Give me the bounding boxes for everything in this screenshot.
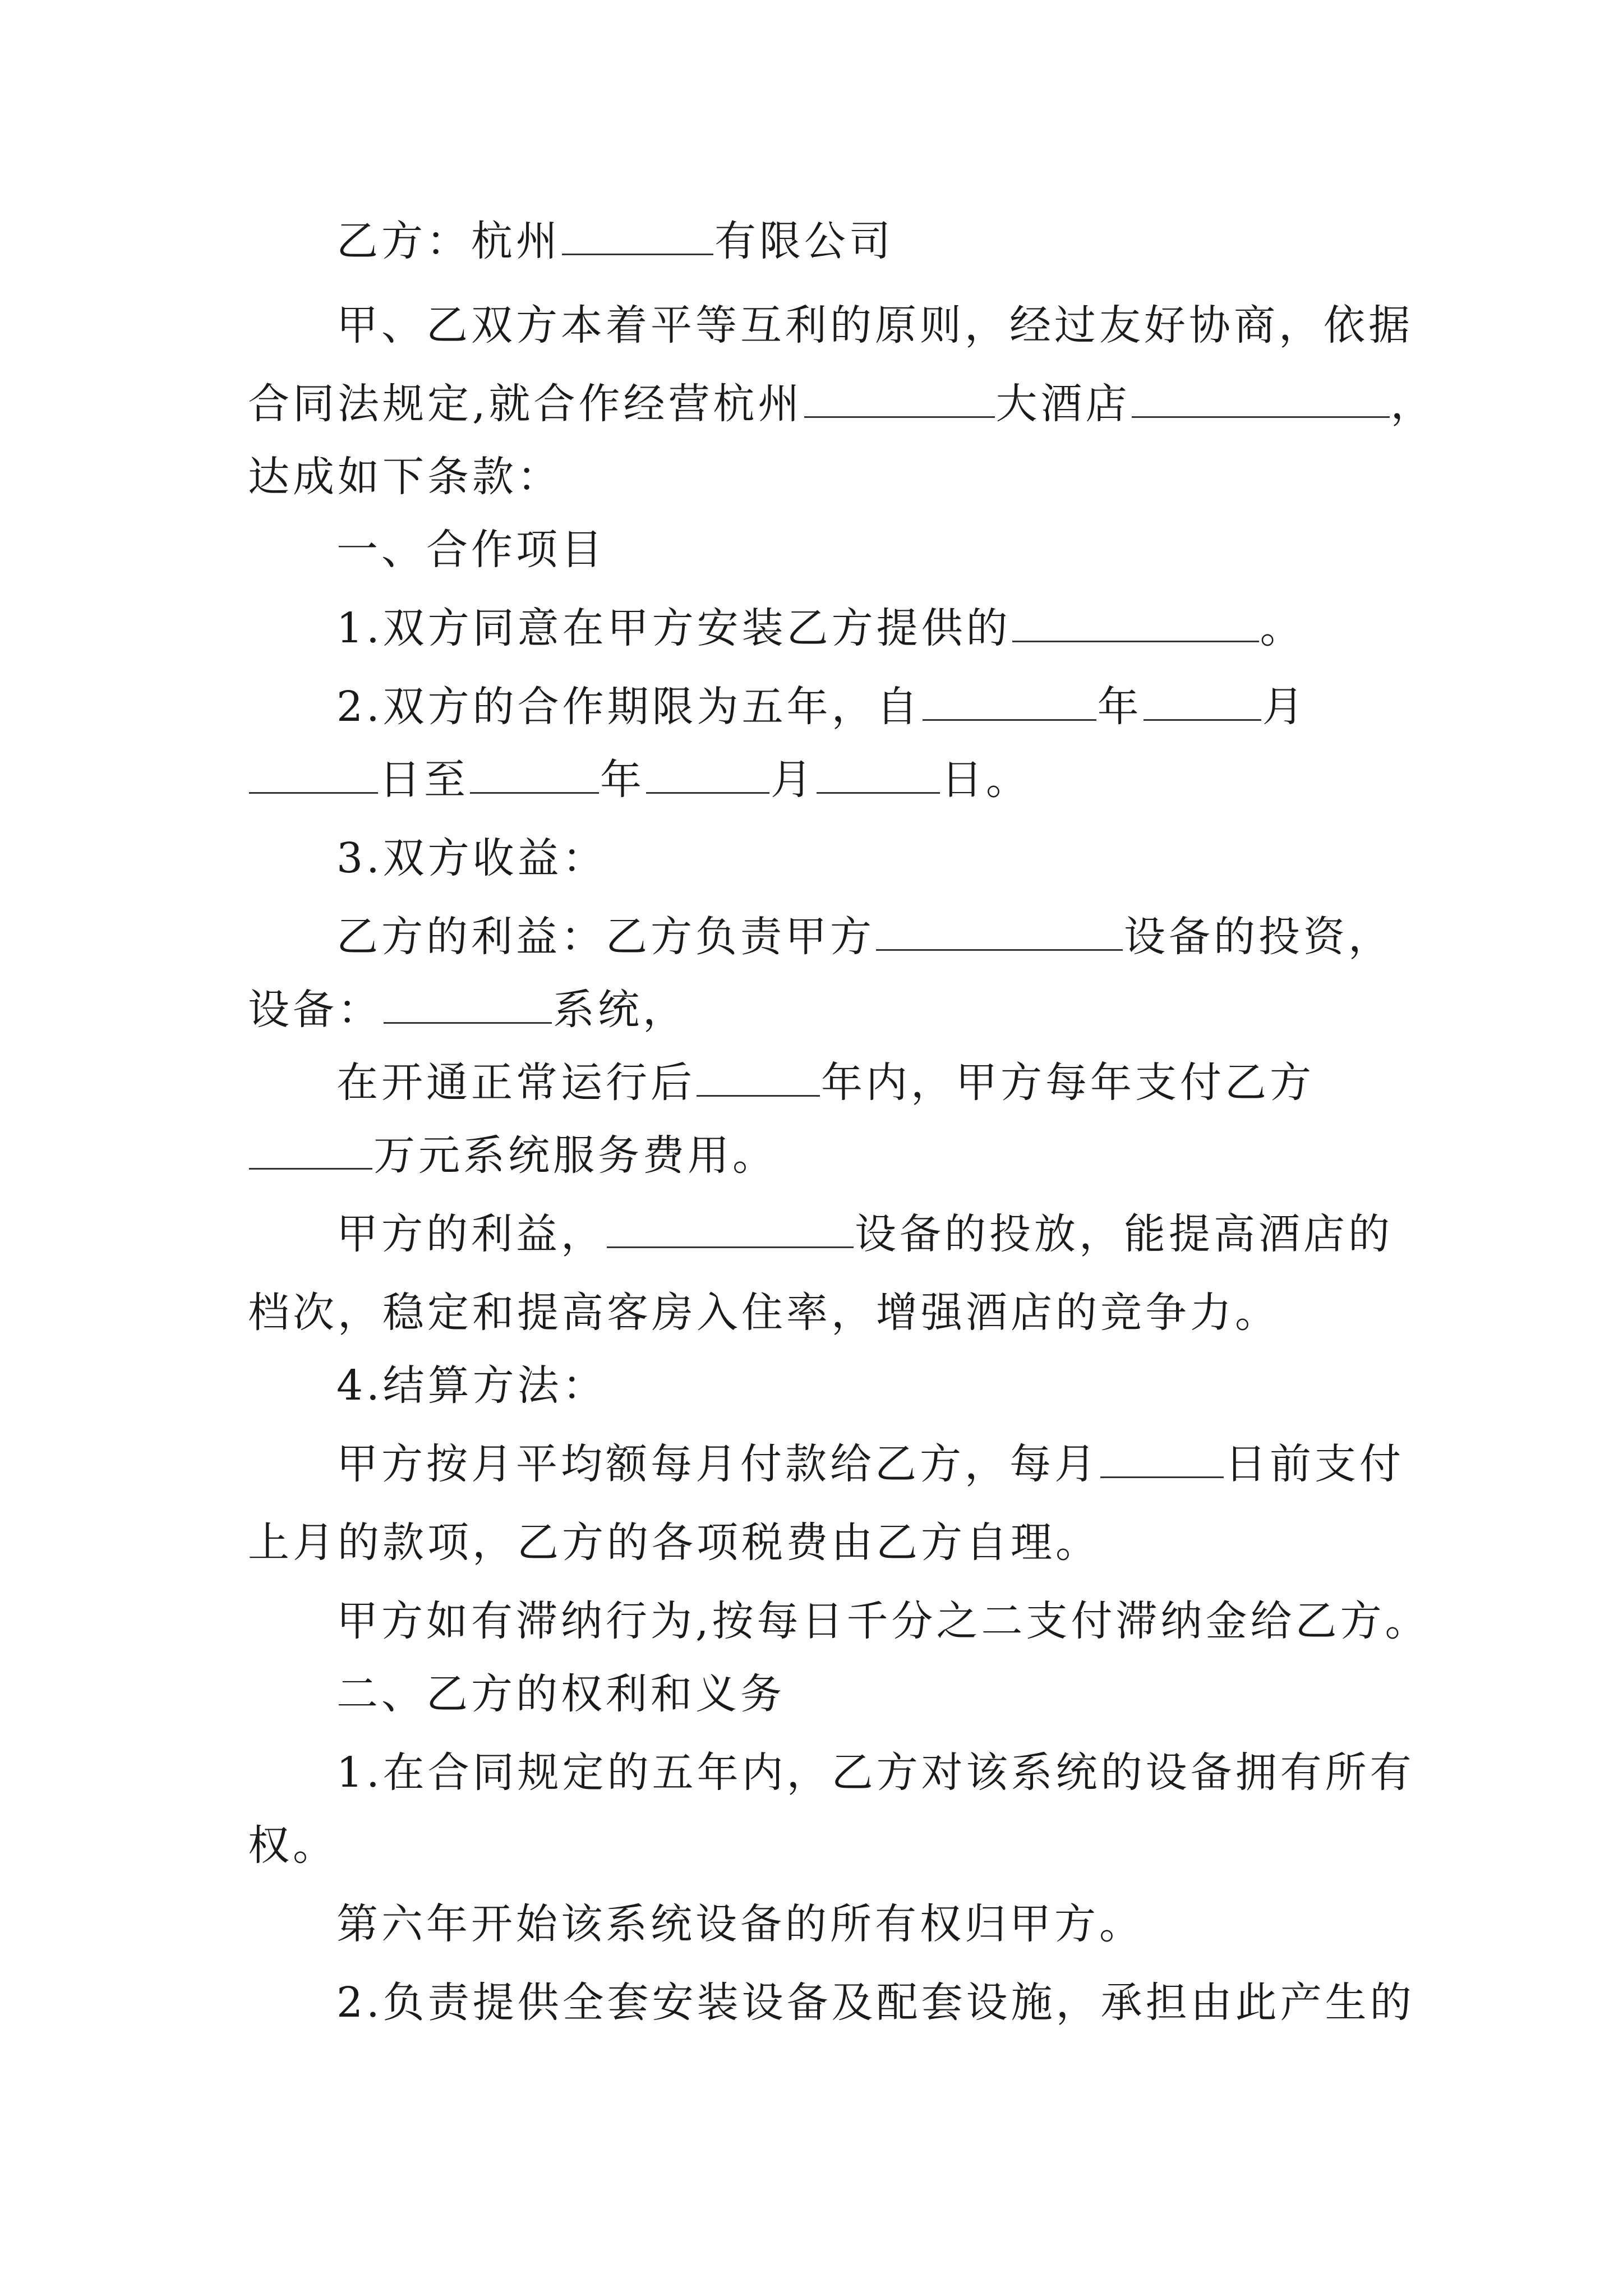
paragraph-line [336,1055,1315,1111]
clause-line [336,830,607,886]
paragraph-line [248,1515,1100,1571]
text-segment: 在开通正常运行后 [336,1059,695,1107]
fill-in-blank [1012,606,1259,642]
text-segment: 1.双方同意在甲方安装乙方提供的 [336,604,1011,652]
paragraph-line [248,449,562,505]
paragraph-line [248,1818,338,1874]
text-segment: 日至 [379,756,469,804]
paragraph-line [248,1128,777,1184]
text-segment: 年内，甲方每年支付乙方 [821,1059,1315,1107]
text-segment: 合同法规定,就合作经营杭州 [248,380,803,428]
text-segment: 第六年开始该系统设备的所有权归甲方。 [336,1900,1144,1948]
text-segment: 甲方按月平均额每月付款给乙方，每月 [336,1440,1099,1488]
fill-in-blank [876,914,1123,951]
text-segment: 日。 [941,756,1031,804]
text-segment: 上月的款项，乙方的各项税费由乙方自理。 [248,1519,1100,1567]
text-segment: 设备： [248,986,382,1034]
fill-in-blank [1132,381,1390,418]
text-segment: 有限公司 [714,217,894,265]
fill-in-blank [470,757,599,794]
text-segment: 权。 [248,1821,338,1870]
text-segment: 二、乙方的权利和义务 [336,1670,785,1718]
paragraph-line [336,1593,1430,1649]
text-segment: 达成如下条款： [248,453,562,501]
text-segment: 万元系统服务费用。 [374,1131,777,1180]
clause-line [336,1745,1415,1801]
text-segment: ， [1390,380,1436,428]
text-segment: 甲方如有滞纳行为,按每日千分之二支付滞纳金给乙方。 [336,1597,1430,1645]
text-segment: 年 [600,756,645,804]
fill-in-blank [249,1133,372,1170]
fill-in-blank [923,684,1096,721]
fill-in-blank [249,757,378,794]
text-segment: 2.负责提供全套安装设备及配套设施，承担由此产生的 [336,1978,1415,2027]
section-heading [336,1666,785,1722]
fill-in-blank [1100,1442,1224,1478]
text-segment: 2.双方的合作期限为五年，自 [336,683,921,731]
clause-line [336,1975,1415,2031]
text-segment: 月 [1262,683,1307,731]
fill-in-blank [817,757,940,794]
party-b-line [336,213,894,269]
clause-line [336,679,1307,735]
text-segment: 设备的投放，能提高酒店的 [855,1210,1393,1258]
text-segment: 1.在合同规定的五年内，乙方对该系统的设备拥有所有 [336,1749,1415,1797]
text-segment: 乙方：杭州 [336,217,561,265]
fill-in-blank [1144,684,1261,721]
fill-in-blank [646,757,769,794]
fill-in-blank [804,381,995,418]
section-heading [336,522,606,578]
paragraph-line [336,1436,1404,1492]
paragraph-line [336,297,1413,353]
text-segment: 大酒店 [995,380,1131,428]
fill-in-blank [697,1060,820,1097]
fill-in-blank [562,219,713,255]
clause-line [336,1358,607,1414]
text-segment: 乙方的利益：乙方负责甲方 [336,913,875,961]
text-segment: 年 [1097,683,1142,731]
clause-line [336,600,1305,656]
text-segment: 。 [1260,604,1305,652]
text-segment: 档次，稳定和提高客房入住率，增强酒店的竞争力。 [248,1289,1280,1337]
fill-in-blank [384,987,552,1024]
text-segment: 甲、乙双方本着平等互利的原则，经过友好协商，依据 [336,301,1413,349]
clause-line [248,752,1031,808]
paragraph-line [248,376,1436,432]
text-segment: 甲方的利益， [336,1210,606,1258]
paragraph-line [248,982,688,1038]
paragraph-line [336,1206,1393,1262]
text-segment: 系统， [553,986,688,1034]
text-segment: 4.结算方法： [336,1361,607,1410]
text-segment: 一、合作项目 [336,526,606,574]
fill-in-blank [607,1212,854,1248]
text-segment: 日前支付 [1225,1440,1404,1488]
paragraph-line [336,1896,1144,1952]
text-segment: 月 [771,756,815,804]
text-segment: 设备的投资， [1124,913,1393,961]
paragraph-line [336,909,1393,965]
text-segment: 3.双方收益： [336,834,607,882]
paragraph-line [248,1285,1280,1341]
